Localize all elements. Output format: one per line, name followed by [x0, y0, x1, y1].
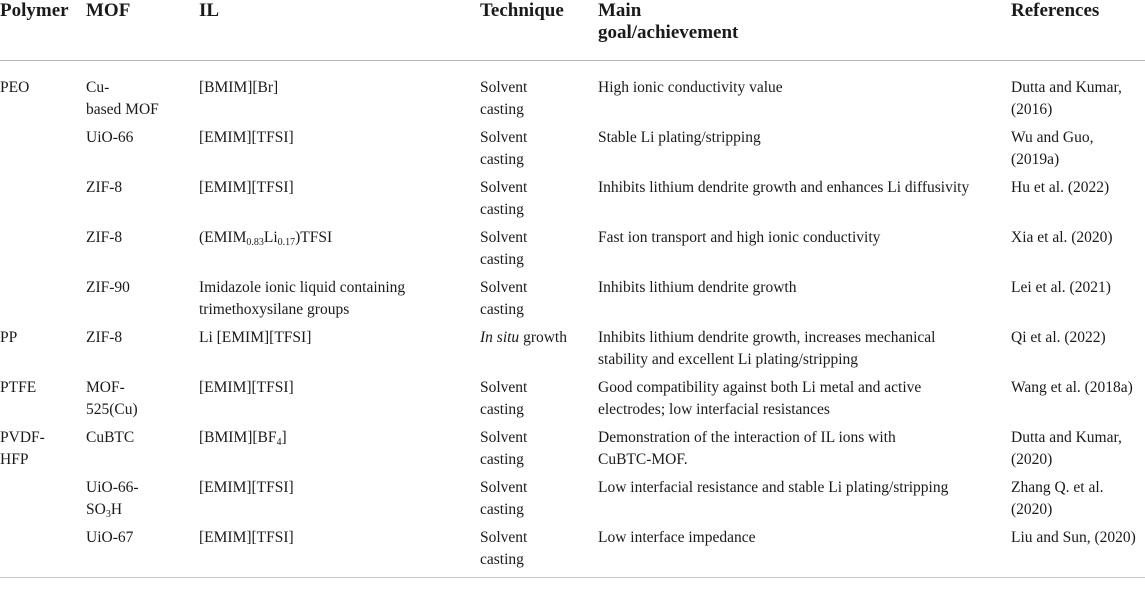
cell-technique: Solvent casting: [480, 179, 528, 218]
cell-il: Li [EMIM][TFSI]: [199, 329, 312, 346]
header-technique: Technique: [480, 0, 564, 21]
cell-il: [EMIM][TFSI]: [199, 479, 294, 496]
table-row: [0, 327, 1145, 377]
cell-technique: Solvent casting: [480, 529, 528, 568]
cell-goal: Fast ion transport and high ionic conductivity: [598, 229, 881, 246]
table-row: [0, 77, 1145, 127]
cell-mof: CuBTC: [86, 429, 135, 446]
table-row: [0, 177, 1145, 227]
cell-goal: Low interface impedance: [598, 529, 756, 546]
cell-reference: Wang et al. (2018a): [1011, 379, 1133, 396]
table-row: [0, 427, 1145, 477]
header-goal: [598, 0, 1011, 61]
header-row: [0, 0, 1145, 61]
cell-mof: Cu- based MOF: [86, 79, 159, 118]
spacer-row: [0, 61, 1145, 78]
cell-il: [EMIM][TFSI]: [199, 129, 294, 146]
cell-reference: Dutta and Kumar, (2020): [1011, 429, 1122, 468]
cell-mof: ZIF-8: [86, 179, 123, 196]
cell-mof: ZIF-8: [86, 229, 123, 246]
cell-polymer: PTFE: [0, 379, 37, 396]
cell-il: [EMIM][TFSI]: [199, 179, 294, 196]
cell-goal: Low interfacial resistance and stable Li plating/stripping: [598, 479, 949, 496]
cell-il: [BMIM][Br]: [199, 79, 279, 96]
cell-polymer: [0, 527, 86, 578]
cell-goal: High ionic conductivity value: [598, 79, 783, 96]
cell-mof: MOF- 525(Cu): [86, 379, 138, 418]
header-il: IL: [199, 0, 220, 21]
cell-reference: Liu and Sun, (2020): [1011, 529, 1136, 546]
cell-polymer: [0, 477, 86, 527]
header-polymer: Polymer: [0, 0, 69, 21]
cell-goal: Inhibits lithium dendrite growth, increases mechanical stability and excellent Li plating/stripping: [598, 329, 936, 368]
cell-polymer: PP: [0, 329, 18, 346]
cell-reference: Xia et al. (2020): [1011, 229, 1113, 246]
header-mof: MOF: [86, 0, 131, 21]
cell-reference: Lei et al. (2021): [1011, 279, 1111, 296]
cell-polymer: PEO: [0, 79, 30, 96]
cell-technique: Solvent casting: [480, 429, 528, 468]
table-row: [0, 477, 1145, 527]
cell-goal: Inhibits lithium dendrite growth: [598, 279, 797, 296]
cell-goal: Stable Li plating/stripping: [598, 129, 761, 146]
cell-il: [EMIM][TFSI]: [199, 379, 294, 396]
cell-technique: Solvent casting: [480, 129, 528, 168]
table-row: [0, 527, 1145, 578]
cell-polymer: PVDF- HFP: [0, 429, 45, 468]
cell-reference: Hu et al. (2022): [1011, 179, 1110, 196]
cell-reference: Wu and Guo, (2019a): [1011, 129, 1094, 168]
cell-mof: UiO-66- $SO_3H$: [86, 479, 139, 520]
cell-goal: Demonstration of the interaction of IL ions with CuBTC-MOF.: [598, 429, 896, 468]
cell-il: $[BMIM][BF_4]$: [199, 429, 287, 448]
header-goal-line1: Main: [598, 0, 642, 21]
cell-technique: Solvent casting: [480, 229, 528, 268]
cell-mof: UiO-66: [86, 129, 134, 146]
cell-technique: Solvent casting: [480, 379, 528, 418]
cell-polymer: [0, 227, 86, 277]
table-row: [0, 377, 1145, 427]
cell-polymer: [0, 277, 86, 327]
cell-reference: Zhang Q. et al. (2020): [1011, 479, 1104, 518]
cell-technique: Solvent casting: [480, 279, 528, 318]
cell-reference: Dutta and Kumar, (2016): [1011, 79, 1122, 118]
cell-reference: Qi et al. (2022): [1011, 329, 1106, 346]
cell-polymer: [0, 177, 86, 227]
cell-technique: Solvent casting: [480, 479, 528, 518]
cell-polymer: [0, 127, 86, 177]
cell-goal: Inhibits lithium dendrite growth and enhances Li diffusivity: [598, 179, 970, 196]
cell-technique: In situ growth: [480, 329, 567, 346]
cell-mof: ZIF-90: [86, 279, 130, 296]
cell-technique: Solvent casting: [480, 79, 528, 118]
table-row: [0, 127, 1145, 177]
cell-il: $(EMIM_{0.83}Li_{0.17})TFSI$: [199, 229, 333, 248]
table-row: [0, 277, 1145, 327]
table-row: [0, 227, 1145, 277]
cell-goal: Good compatibility against both Li metal and active electrodes; low interfacial resistances: [598, 379, 922, 418]
cell-mof: UiO-67: [86, 529, 134, 546]
cell-mof: ZIF-8: [86, 329, 123, 346]
header-references: References: [1011, 0, 1100, 21]
header-goal-line2: goal/achievement: [598, 22, 739, 43]
cell-il: Imidazole ionic liquid containing trimethoxysilane groups: [199, 279, 406, 318]
cell-il: [EMIM][TFSI]: [199, 529, 294, 546]
